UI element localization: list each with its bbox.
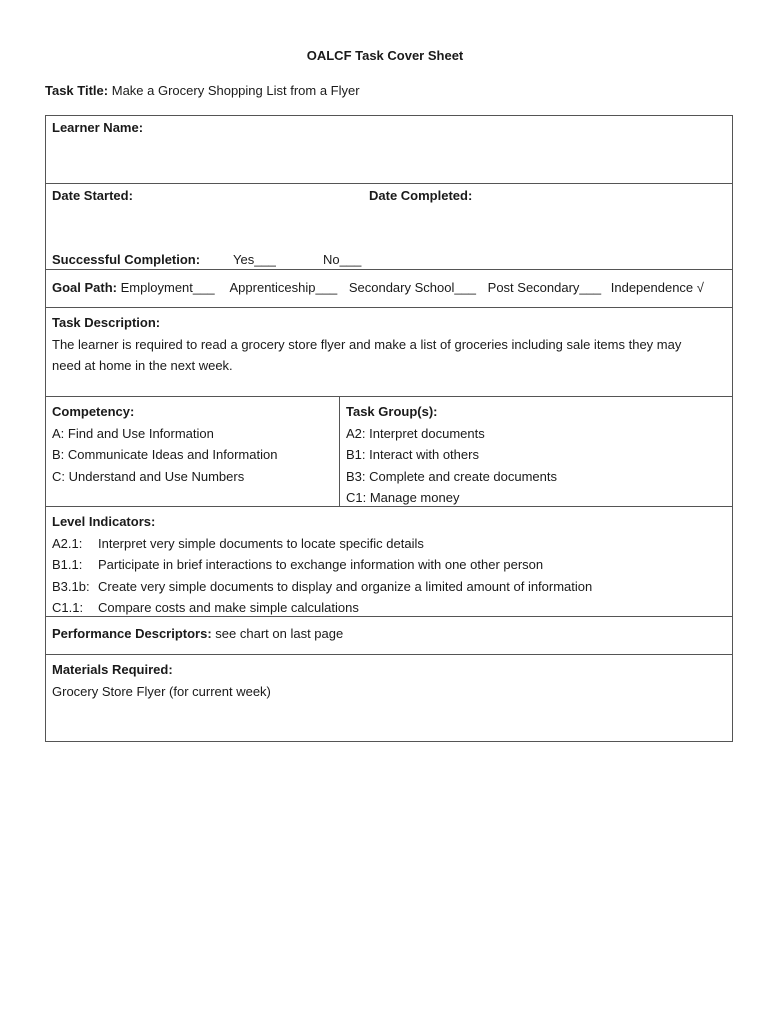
- performance-label: Performance Descriptors:: [52, 626, 212, 641]
- goal-path-line: [52, 280, 704, 295]
- goal-post-secondary: Post Secondary___: [487, 280, 602, 295]
- document-title: OALCF Task Cover Sheet: [306, 48, 464, 63]
- task-group-item: B1: Interact with others: [346, 447, 479, 462]
- competency-item: A: Find and Use Information: [52, 425, 214, 441]
- level-indicators-row: [46, 507, 732, 617]
- task-description-line: The learner is required to read a grocery store flyer and make a list of groceries including sale items they may: [52, 336, 682, 352]
- level-text: Create very simple documents to display and organize a limited amount of information: [98, 578, 593, 594]
- level-indicator-item: [52, 576, 726, 598]
- level-indicators-label: Level Indicators:: [52, 514, 156, 529]
- goal-employment: Employment___: [120, 280, 215, 295]
- competency-label: Competency:: [52, 404, 135, 419]
- competency-cell: [46, 397, 340, 506]
- competency-item: B: Communicate Ideas and Information: [52, 447, 278, 462]
- level-code: B1.1:: [52, 557, 83, 572]
- completion-yes: Yes___: [233, 252, 276, 267]
- goal-path-row: [46, 270, 732, 308]
- level-code: C1.1:: [52, 600, 84, 615]
- task-groups-label: Task Group(s):: [346, 404, 438, 419]
- performance-descriptors-row: [46, 617, 732, 655]
- cover-sheet-table: [45, 115, 733, 742]
- task-title-line: [45, 83, 360, 98]
- date-started-label: Date Started:: [52, 188, 133, 203]
- task-title-label: Task Title:: [45, 83, 109, 98]
- goal-independence: Independence √: [610, 280, 704, 295]
- task-group-item: A2: Interpret documents: [346, 425, 485, 441]
- completion-no: No___: [323, 252, 362, 267]
- goal-apprenticeship: Apprenticeship___: [229, 280, 338, 295]
- performance-line: [52, 626, 343, 641]
- materials-label: Materials Required:: [52, 662, 173, 677]
- date-completed-label: Date Completed:: [369, 188, 473, 203]
- materials-value: Grocery Store Flyer (for current week): [52, 683, 271, 699]
- level-indicator-item: [52, 533, 726, 555]
- competency-taskgroup-row: [46, 397, 732, 507]
- successful-completion-label: Successful Completion:: [52, 252, 201, 267]
- dates-row: [46, 184, 732, 270]
- performance-value: see chart on last page: [215, 626, 344, 641]
- goal-secondary-school: Secondary School___: [348, 280, 477, 295]
- task-title-value: Make a Grocery Shopping List from a Flyer: [111, 83, 360, 98]
- task-description-label: Task Description:: [52, 315, 161, 330]
- materials-required-row: [46, 655, 732, 741]
- learner-name-label: Learner Name:: [52, 120, 144, 135]
- level-text: Participate in brief interactions to exchange information with one other person: [98, 557, 544, 572]
- level-code: A2.1:: [52, 535, 83, 551]
- task-groups-cell: [340, 397, 732, 506]
- task-description-row: [46, 308, 732, 397]
- level-text: Interpret very simple documents to locate specific details: [98, 535, 424, 551]
- task-group-item: B3: Complete and create documents: [346, 468, 558, 484]
- task-description-line: need at home in the next week.: [52, 358, 233, 373]
- goal-path-label: Goal Path:: [52, 280, 118, 295]
- level-indicator-item: [52, 597, 726, 619]
- level-code: B3.1b:: [52, 578, 90, 594]
- task-group-item: C1: Manage money: [346, 490, 460, 505]
- competency-item: C: Understand and Use Numbers: [52, 468, 245, 484]
- learner-name-row: [46, 116, 732, 184]
- level-text: Compare costs and make simple calculations: [98, 600, 359, 615]
- level-indicator-item: [52, 554, 726, 576]
